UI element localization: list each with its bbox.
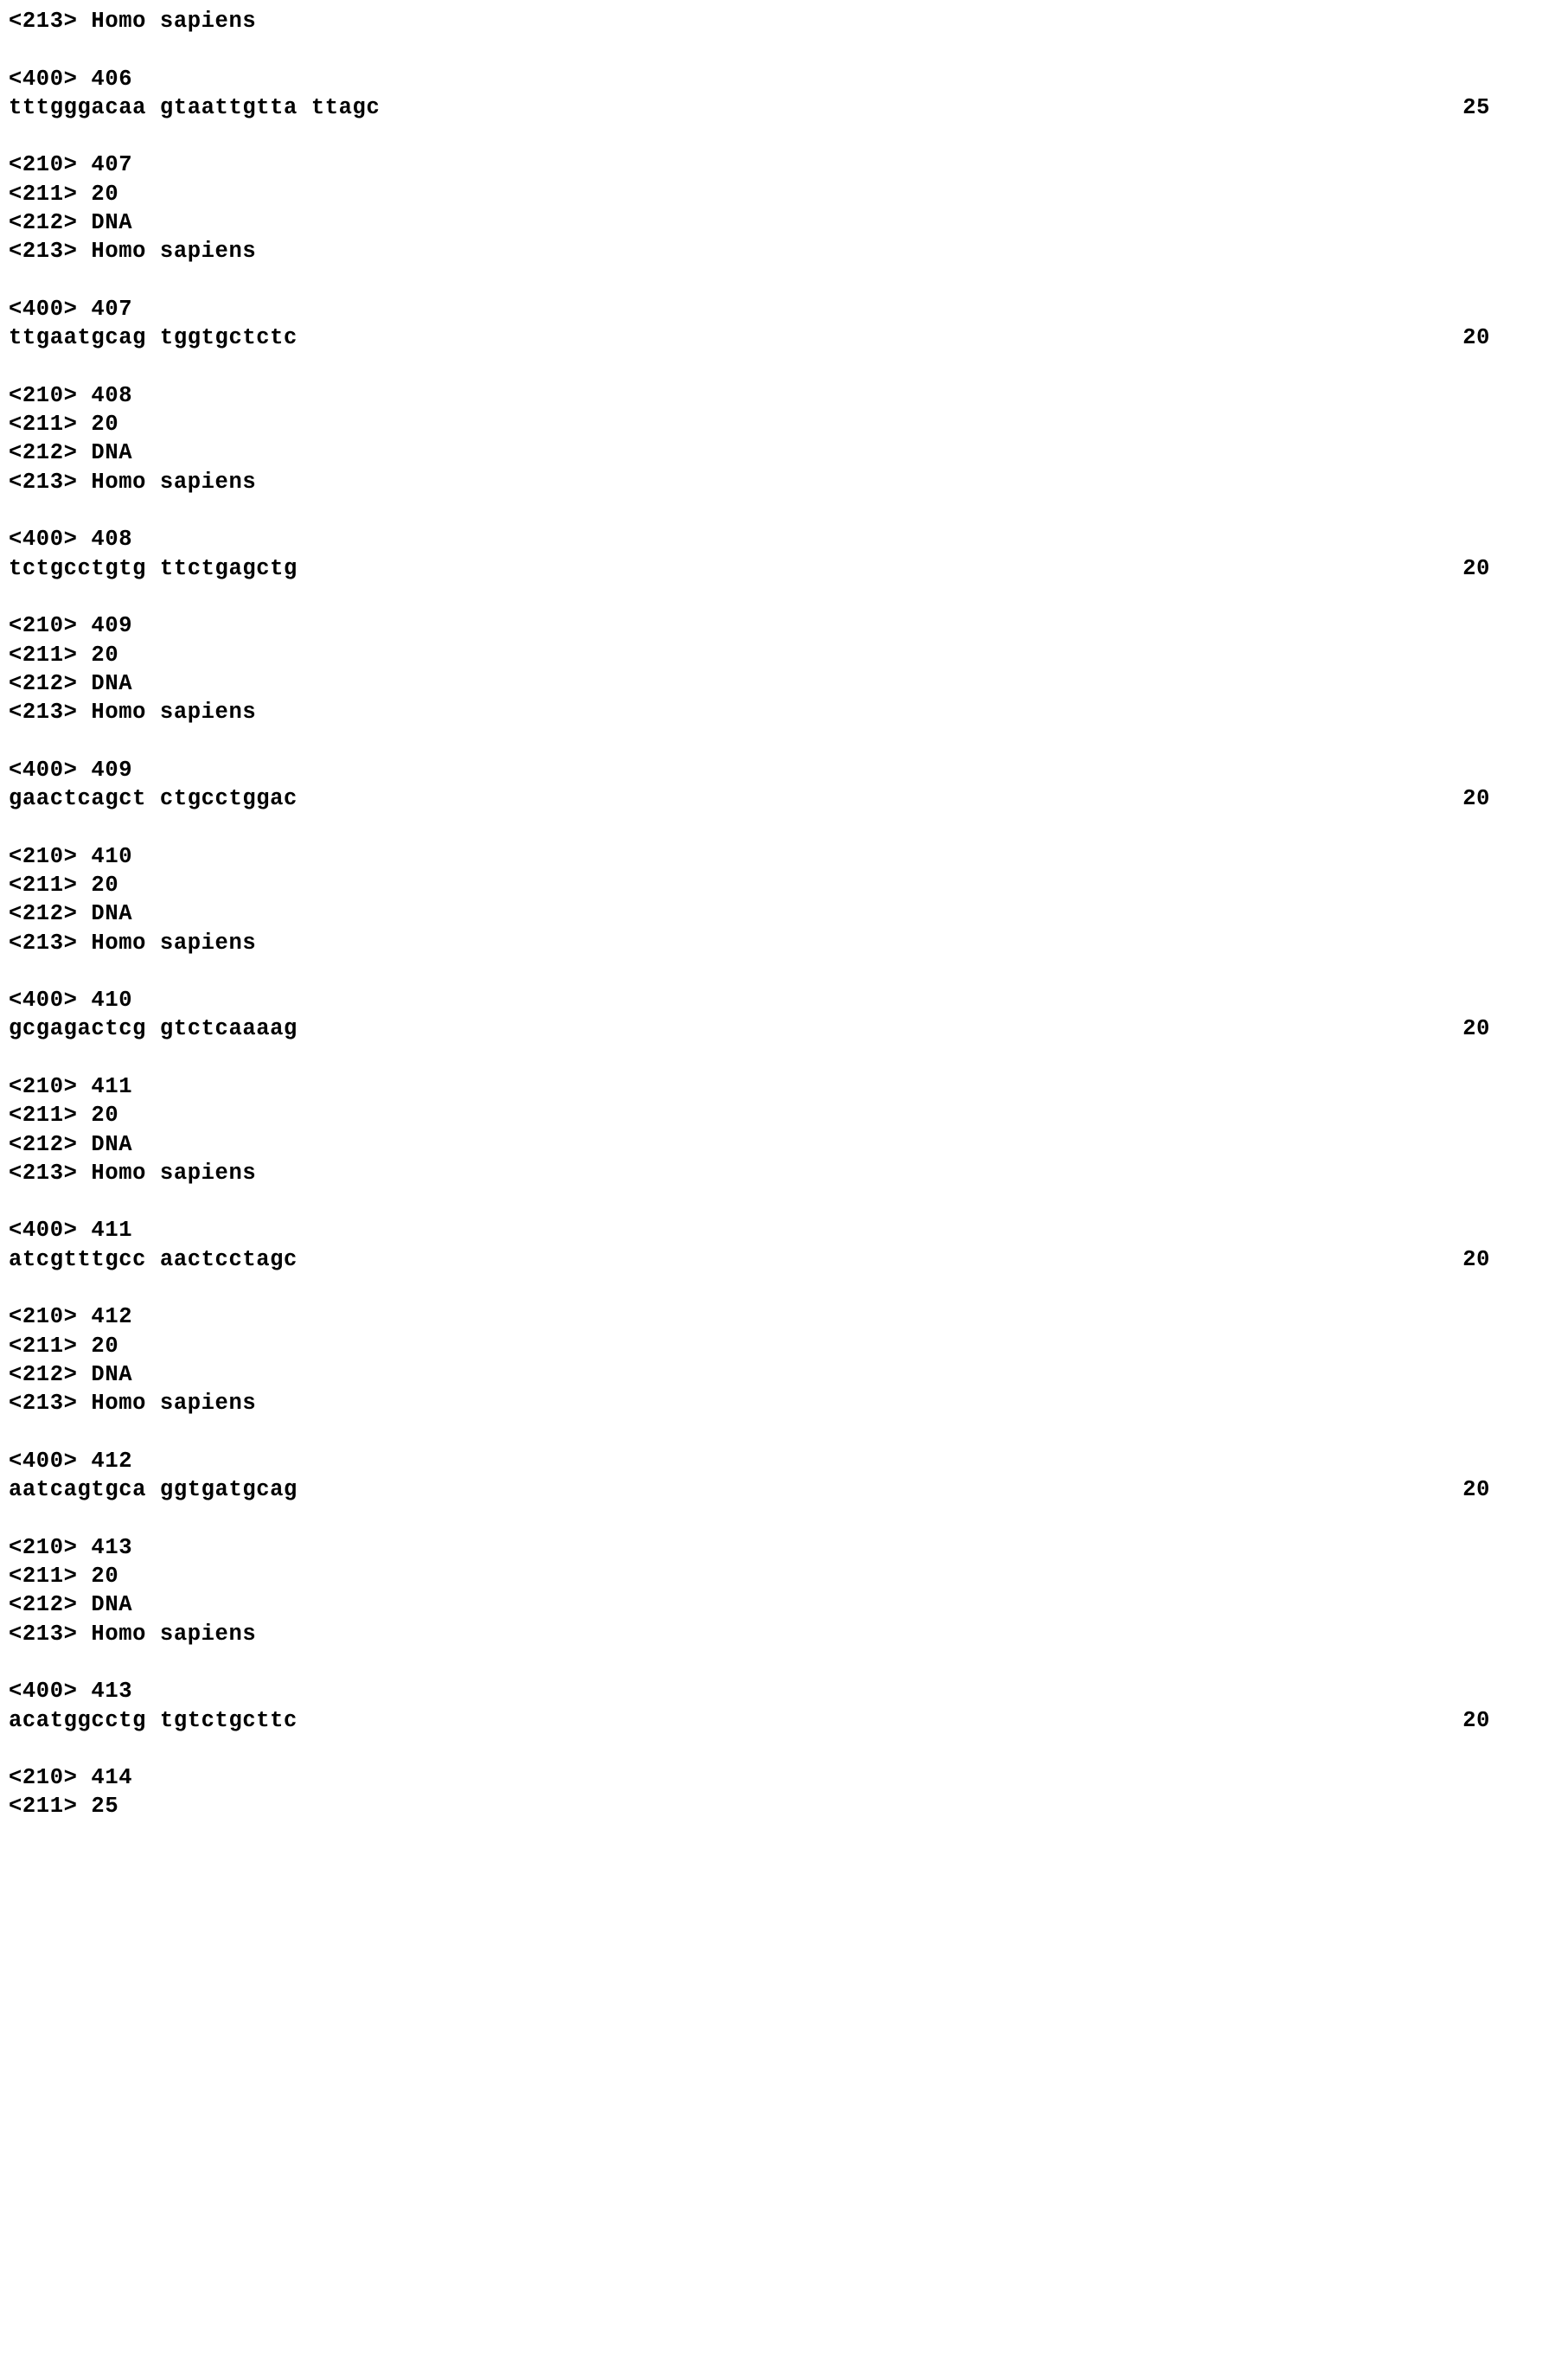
sequence-line-text: <213> Homo sapiens	[9, 239, 257, 265]
sequence-line-text: <211> 20	[9, 1103, 119, 1129]
sequence-line	[9, 1475, 1490, 1504]
sequence-line	[9, 150, 1490, 179]
sequence-line	[9, 1014, 1490, 1043]
sequence-length-number: 20	[1462, 325, 1490, 351]
sequence-line-text: <212> DNA	[9, 1131, 133, 1157]
sequence-line	[9, 1389, 1490, 1417]
sequence-length-number: 20	[1462, 1477, 1490, 1503]
sequence-line-text: <400> 412	[9, 1448, 133, 1474]
blank-line	[9, 266, 1490, 295]
blank-line	[9, 496, 1490, 525]
sequence-line-text: <211> 20	[9, 412, 119, 438]
blank-line	[9, 1187, 1490, 1216]
sequence-line	[9, 1130, 1490, 1159]
sequence-line	[9, 323, 1490, 352]
sequence-line-text: <213> Homo sapiens	[9, 1160, 257, 1186]
sequence-line-text: acatggcctg tgtctgcttc	[9, 1707, 298, 1733]
sequence-length-number: 20	[1462, 1707, 1490, 1733]
sequence-line	[9, 611, 1490, 640]
sequence-line	[9, 1302, 1490, 1331]
blank-line	[9, 122, 1490, 150]
sequence-line	[9, 65, 1490, 93]
sequence-line-text: <212> DNA	[9, 440, 133, 466]
sequence-line	[9, 381, 1490, 410]
sequence-line-text: tttgggacaa gtaattgtta ttagc	[9, 94, 381, 120]
sequence-line	[9, 1562, 1490, 1590]
sequence-line	[9, 468, 1490, 496]
sequence-length-number: 20	[1462, 786, 1490, 812]
sequence-line	[9, 1763, 1490, 1792]
sequence-line	[9, 1245, 1490, 1274]
sequence-line-text: <211> 20	[9, 181, 119, 207]
sequence-line	[9, 1216, 1490, 1244]
blank-line	[9, 1735, 1490, 1763]
sequence-line-text: <213> Homo sapiens	[9, 700, 257, 726]
sequence-line-text: <213> Homo sapiens	[9, 469, 257, 495]
sequence-line-text: <210> 411	[9, 1073, 133, 1099]
sequence-length-number: 25	[1462, 94, 1490, 120]
sequence-line	[9, 237, 1490, 266]
sequence-line	[9, 929, 1490, 957]
sequence-line	[9, 1620, 1490, 1648]
sequence-line	[9, 698, 1490, 726]
sequence-line	[9, 525, 1490, 553]
blank-line	[9, 726, 1490, 755]
sequence-line-text: <210> 407	[9, 152, 133, 178]
sequence-line-text: <210> 409	[9, 613, 133, 639]
blank-line	[9, 1418, 1490, 1447]
sequence-line-text: <211> 20	[9, 1564, 119, 1590]
sequence-line-text: <210> 408	[9, 382, 133, 408]
sequence-line	[9, 1332, 1490, 1360]
sequence-line-text: <211> 25	[9, 1794, 119, 1820]
sequence-line-text: <212> DNA	[9, 210, 133, 236]
sequence-line-text: ttgaatgcag tggtgctctc	[9, 325, 298, 351]
sequence-length-number: 20	[1462, 1016, 1490, 1042]
sequence-line-text: <212> DNA	[9, 901, 133, 927]
blank-line	[9, 583, 1490, 611]
sequence-line-text: <213> Homo sapiens	[9, 1621, 257, 1647]
sequence-line	[9, 1706, 1490, 1735]
sequence-line	[9, 1360, 1490, 1389]
blank-line	[9, 1648, 1490, 1677]
sequence-line	[9, 1072, 1490, 1101]
sequence-line-text: <212> DNA	[9, 1361, 133, 1387]
sequence-line	[9, 1101, 1490, 1129]
sequence-line-text: <400> 407	[9, 296, 133, 322]
sequence-line	[9, 1677, 1490, 1705]
sequence-line	[9, 899, 1490, 928]
sequence-line	[9, 1792, 1490, 1820]
sequence-line-text: <210> 413	[9, 1534, 133, 1560]
sequence-line-text: <210> 412	[9, 1304, 133, 1330]
blank-line	[9, 35, 1490, 64]
blank-line	[9, 957, 1490, 986]
blank-line	[9, 1044, 1490, 1072]
sequence-line-text: <400> 411	[9, 1218, 133, 1244]
blank-line	[9, 1274, 1490, 1302]
sequence-line-text: gcgagactcg gtctcaaaag	[9, 1016, 298, 1042]
blank-line	[9, 353, 1490, 381]
sequence-line-text: <210> 414	[9, 1765, 133, 1791]
sequence-line-text: <213> Homo sapiens	[9, 930, 257, 956]
sequence-listing-body	[9, 7, 1490, 1821]
sequence-line-text: aatcagtgca ggtgatgcag	[9, 1477, 298, 1503]
sequence-line-text: <213> Homo sapiens	[9, 1391, 257, 1417]
sequence-line-text: <210> 410	[9, 843, 133, 869]
sequence-line	[9, 1447, 1490, 1475]
sequence-line	[9, 410, 1490, 438]
sequence-line	[9, 784, 1490, 813]
blank-line	[9, 1504, 1490, 1532]
sequence-line	[9, 1159, 1490, 1187]
sequence-line	[9, 1590, 1490, 1619]
sequence-line	[9, 842, 1490, 871]
sequence-length-number: 20	[1462, 1246, 1490, 1272]
sequence-line-text: <211> 20	[9, 1333, 119, 1359]
sequence-line	[9, 986, 1490, 1014]
sequence-line	[9, 295, 1490, 323]
sequence-line	[9, 554, 1490, 583]
sequence-line-text: atcgtttgcc aactcctagc	[9, 1246, 298, 1272]
sequence-line	[9, 7, 1490, 35]
sequence-line-text: <400> 408	[9, 527, 133, 553]
sequence-line-text: <400> 406	[9, 66, 133, 92]
sequence-line-text: <212> DNA	[9, 1592, 133, 1618]
sequence-line-text: <400> 413	[9, 1679, 133, 1705]
sequence-line	[9, 180, 1490, 208]
sequence-line	[9, 871, 1490, 899]
sequence-line	[9, 641, 1490, 669]
sequence-line-text: <211> 20	[9, 872, 119, 898]
sequence-line	[9, 438, 1490, 467]
blank-line	[9, 813, 1490, 841]
sequence-line	[9, 756, 1490, 784]
sequence-line	[9, 208, 1490, 237]
sequence-length-number: 20	[1462, 555, 1490, 581]
sequence-line	[9, 669, 1490, 698]
sequence-line-text: <212> DNA	[9, 670, 133, 696]
sequence-line-text: <400> 410	[9, 988, 133, 1014]
sequence-line	[9, 1533, 1490, 1562]
sequence-line-text: <213> Homo sapiens	[9, 9, 257, 34]
sequence-line-text: <400> 409	[9, 757, 133, 783]
sequence-line-text: gaactcagct ctgcctggac	[9, 786, 298, 812]
sequence-line-text: <211> 20	[9, 642, 119, 668]
sequence-line-text: tctgcctgtg ttctgagctg	[9, 555, 298, 581]
sequence-line	[9, 93, 1490, 122]
